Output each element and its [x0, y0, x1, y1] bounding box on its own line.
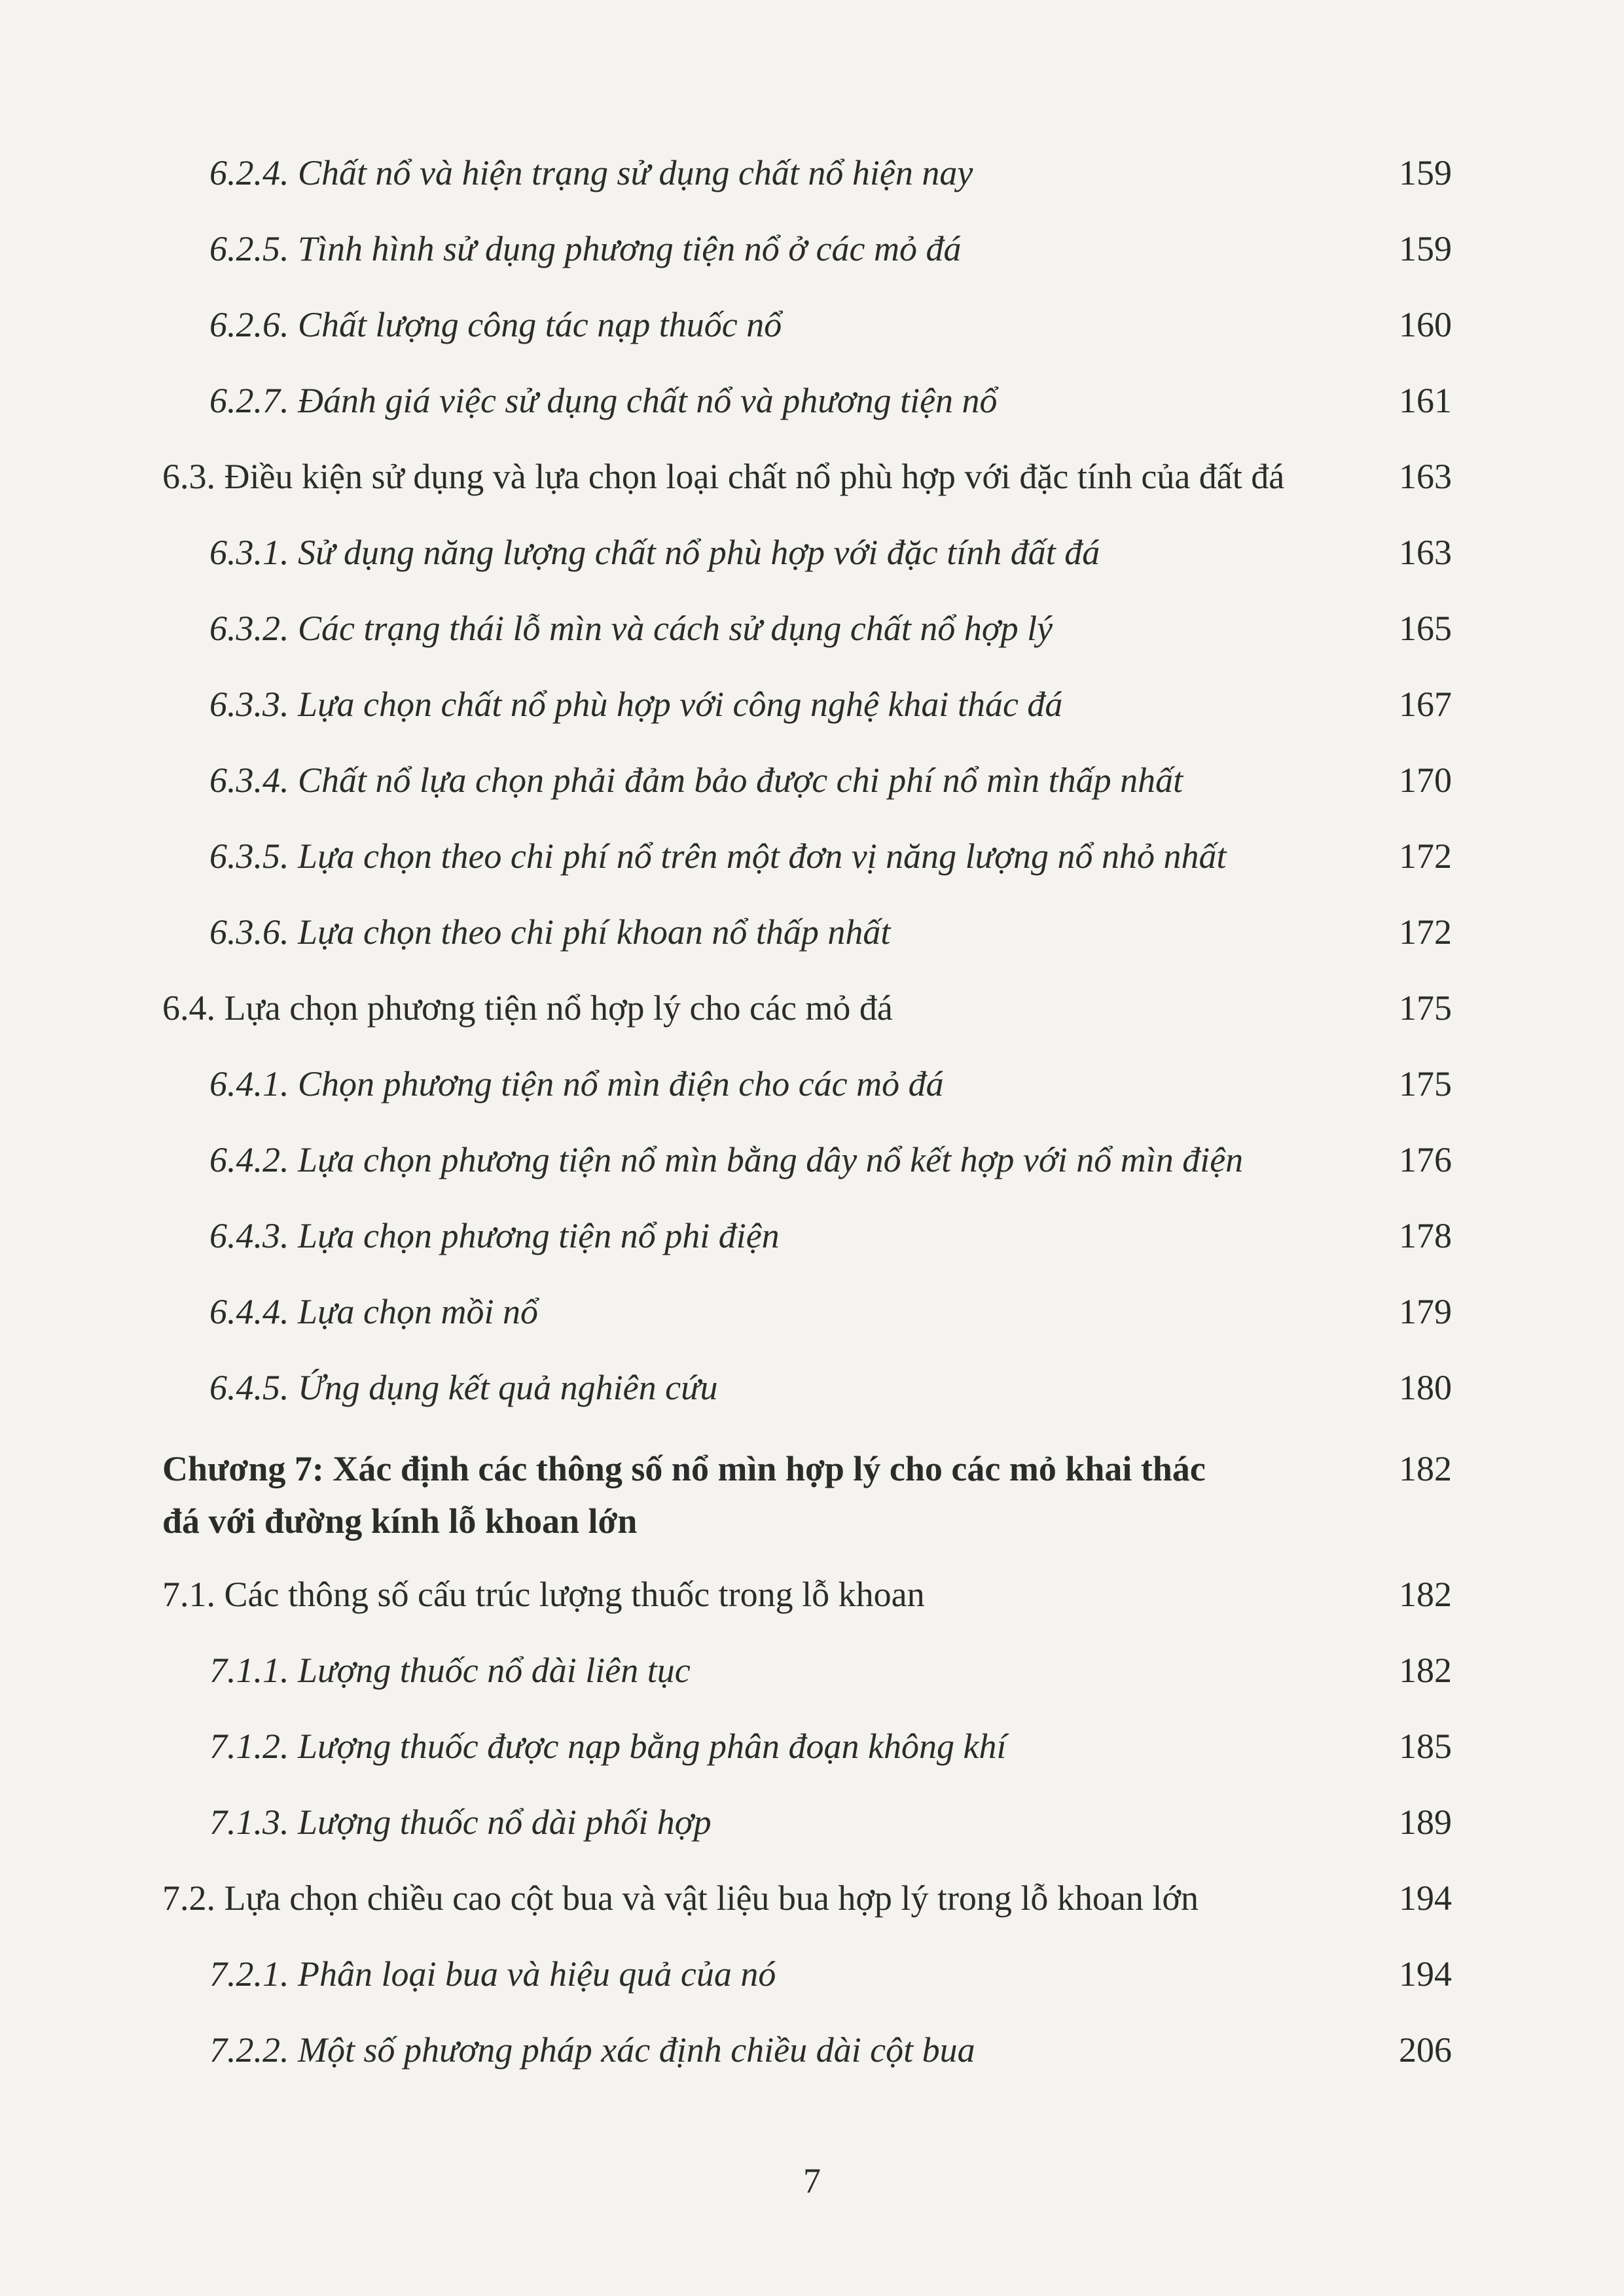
toc-entry-page: 175	[1399, 1064, 1452, 1103]
toc-entry-title: 6.4.2. Lựa chọn phương tiện nổ mìn bằng dây nổ kết hợp với nổ mìn điện	[209, 1140, 1244, 1179]
toc-entry-7-1-1	[162, 1649, 1452, 1691]
toc-entry-6-2-6	[162, 304, 1452, 346]
toc-entry-title: 6.4.3. Lựa chọn phương tiện nổ phi điện	[209, 1216, 780, 1255]
toc-entry-title: 6.4.5. Ứng dụng kết quả nghiên cứu	[209, 1368, 718, 1407]
toc-entry-title: 6.4.4. Lựa chọn mồi nổ	[209, 1292, 538, 1331]
toc-entry-6-4-5	[162, 1367, 1452, 1408]
toc-entry-page: 167	[1399, 685, 1452, 724]
toc-entry-chapter-7	[162, 1443, 1452, 1542]
toc-entry-page: 160	[1399, 305, 1452, 344]
toc-entry-title: 7.2.2. Một số phương pháp xác định chiều dài cột bua	[209, 2030, 975, 2070]
toc-entry-6-3	[162, 456, 1452, 497]
toc-entry-7-2	[162, 1877, 1452, 1919]
toc-entry-title: 7.1.3. Lượng thuốc nổ dài phối hợp	[209, 1803, 712, 1842]
toc-entry-title: 7.1.2. Lượng thuốc được nạp bằng phân đoạn không khí	[209, 1727, 1007, 1766]
toc-entry-6-3-2	[162, 607, 1452, 649]
toc-entry-title: 6.4.1. Chọn phương tiện nổ mìn điện cho các mỏ đá	[209, 1064, 944, 1103]
toc-entry-page: 194	[1399, 1954, 1452, 1994]
toc-entry-title: 7.2.1. Phân loại bua và hiệu quả của nó	[209, 1954, 776, 1994]
toc-entry-6-3-1	[162, 531, 1452, 573]
toc-entry-page: 182	[1399, 1575, 1452, 1614]
toc-entry-6-4	[162, 987, 1452, 1029]
toc-entry-6-4-4	[162, 1291, 1452, 1333]
toc-entry-page: 185	[1399, 1727, 1452, 1766]
toc-entry-title: 6.2.4. Chất nổ và hiện trạng sử dụng chất nổ hiện nay	[209, 153, 973, 192]
toc-entry-title: 6.3. Điều kiện sử dụng và lựa chọn loại chất nổ phù hợp với đặc tính của đất đá	[162, 457, 1285, 496]
toc-entry-page: 161	[1399, 381, 1452, 420]
toc-entry-title: 6.3.2. Các trạng thái lỗ mìn và cách sử dụng chất nổ hợp lý	[209, 609, 1053, 648]
toc-entry-page: 159	[1399, 153, 1452, 192]
toc-entry-page: 179	[1399, 1292, 1452, 1331]
toc-entry-title: 6.3.1. Sử dụng năng lượng chất nổ phù hợp với đặc tính đất đá	[209, 533, 1100, 572]
toc-entry-page: 172	[1399, 836, 1452, 876]
toc-entry-7-2-2	[162, 2029, 1452, 2071]
toc-entry-7-1-2	[162, 1725, 1452, 1767]
toc-entry-6-2-7	[162, 380, 1452, 422]
toc-chapter-title-line1: Chương 7: Xác định các thông số nổ mìn hợp lý cho các mỏ khai thác	[162, 1449, 1206, 1488]
table-of-contents	[162, 152, 1452, 2105]
toc-entry-title: 6.3.5. Lựa chọn theo chi phí nổ trên một đơn vị năng lượng nổ nhỏ nhất	[209, 836, 1227, 876]
toc-entry-page: 182	[1399, 1651, 1452, 1690]
toc-entry-title: 6.3.4. Chất nổ lựa chọn phải đảm bảo được chi phí nổ mìn thấp nhất	[209, 761, 1183, 800]
toc-entry-title: 6.2.7. Đánh giá việc sử dụng chất nổ và phương tiện nổ	[209, 381, 998, 420]
toc-entry-page: 163	[1399, 533, 1452, 572]
toc-entry-page: 180	[1399, 1368, 1452, 1407]
toc-entry-6-4-2	[162, 1139, 1452, 1181]
page-number: 7	[803, 2161, 821, 2200]
toc-entry-7-1-3	[162, 1801, 1452, 1843]
toc-entry-page: 159	[1399, 229, 1452, 268]
toc-entry-6-3-5	[162, 835, 1452, 877]
toc-chapter-title-line2: đá với đường kính lỗ khoan lớn	[162, 1501, 638, 1541]
toc-entry-page: 175	[1399, 988, 1452, 1028]
toc-entry-title: 7.2. Lựa chọn chiều cao cột bua và vật liệu bua hợp lý trong lỗ khoan lớn	[162, 1878, 1199, 1918]
toc-entry-6-2-4	[162, 152, 1452, 194]
toc-entry-title: 6.3.6. Lựa chọn theo chi phí khoan nổ thấp nhất	[209, 912, 891, 952]
toc-entry-title: 6.4. Lựa chọn phương tiện nổ hợp lý cho các mỏ đá	[162, 988, 893, 1028]
toc-entry-6-4-3	[162, 1215, 1452, 1257]
toc-entry-6-3-3	[162, 683, 1452, 725]
toc-entry-title: 7.1.1. Lượng thuốc nổ dài liên tục	[209, 1651, 691, 1690]
toc-entry-title: 6.3.3. Lựa chọn chất nổ phù hợp với công nghệ khai thác đá	[209, 685, 1063, 724]
toc-entry-page: 178	[1399, 1216, 1452, 1255]
toc-entry-7-1	[162, 1573, 1452, 1615]
toc-entry-page: 172	[1399, 912, 1452, 952]
toc-entry-page: 194	[1399, 1878, 1452, 1918]
toc-entry-page: 163	[1399, 457, 1452, 496]
toc-entry-6-2-5	[162, 228, 1452, 270]
toc-entry-7-2-1	[162, 1953, 1452, 1995]
toc-entry-title: 6.2.6. Chất lượng công tác nạp thuốc nổ	[209, 305, 782, 344]
toc-entry-page: 206	[1399, 2030, 1452, 2070]
toc-entry-title: 6.2.5. Tình hình sử dụng phương tiện nổ ở các mỏ đá	[209, 229, 962, 268]
toc-chapter-title	[162, 1443, 1360, 1547]
toc-entry-page: 189	[1399, 1803, 1452, 1842]
toc-entry-6-3-4	[162, 759, 1452, 801]
toc-entry-title: 7.1. Các thông số cấu trúc lượng thuốc trong lỗ khoan	[162, 1575, 925, 1614]
toc-entry-page: 176	[1399, 1140, 1452, 1179]
toc-entry-6-3-6	[162, 911, 1452, 953]
toc-entry-6-4-1	[162, 1063, 1452, 1105]
toc-entry-page: 182	[1399, 1449, 1452, 1488]
toc-entry-page: 170	[1399, 761, 1452, 800]
toc-entry-page: 165	[1399, 609, 1452, 648]
